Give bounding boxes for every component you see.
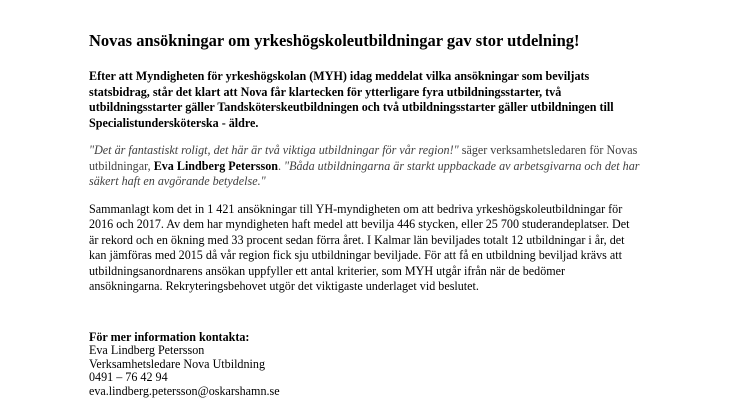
body-paragraph: Sammanlagt kom det in 1 421 ansökningar till YH-myndigheten om att bedriva yrkeshögskoleutbildningar för 2016 och 2017. Av dem har myndigheten haft medel att bevilja 446 stycken, eller 25 700 studerandeplatser. Det är rekord och en ökning med 33 procent sedan förra året. I Kalmar län beviljades totalt 12 utbildningar i år, det kan jämföras med 2015 då vår region fick sju utbildningar beviljade. För att få en utbildning beviljad krävs att utbildningsanordnarens ansökan uppfyller ett antal kriterier, som MYH utgår ifrån när de bedömer ansökningarna. Rekryteringsbehovet utgör det viktigaste underlaget vid beslutet. bbox=[89, 201, 630, 293]
quote-text-2: "Båda utbildningarna är starkt uppbackade av arbetsgivarna och det har säkert haft en avgörande betydelse." bbox=[89, 158, 640, 188]
press-release bbox=[89, 30, 641, 398]
quote-speaker: Eva Lindberg Petersson bbox=[153, 158, 278, 173]
quote-attribution: säger verksamhetsledaren för Novas utbildningar, bbox=[89, 143, 638, 173]
contact-heading: För mer information kontakta: bbox=[89, 329, 250, 344]
contact-name: Eva Lindberg Petersson bbox=[89, 343, 205, 358]
contact-phone: 0491 – 76 42 94 bbox=[89, 370, 168, 385]
quote-paragraph bbox=[89, 143, 641, 190]
quote-separator: . bbox=[278, 158, 285, 173]
lead-paragraph: Efter att Myndigheten för yrkeshögskolan (MYH) idag meddelat vilka ansökningar som beviljats statsbidrag, står det klart att Nova får klartecken för ytterligare fyra utbildningsstarter, två utbildningsstarter gäller Tandsköterskeutbildningen och två utbildningsstarter gäller utbildningen till Specialistundersköterska - äldre. bbox=[89, 69, 614, 130]
quote-text-1: "Det är fantastiskt roligt, det här är två viktiga utbildningar för vår region!" bbox=[89, 143, 459, 157]
contact-block bbox=[89, 331, 641, 399]
contact-role: Verksamhetsledare Nova Utbildning bbox=[89, 356, 265, 371]
page-title: Novas ansökningar om yrkeshögskoleutbildningar gav stor utdelning! bbox=[89, 31, 580, 50]
contact-email[interactable]: eva.lindberg.petersson@oskarshamn.se bbox=[89, 383, 280, 398]
